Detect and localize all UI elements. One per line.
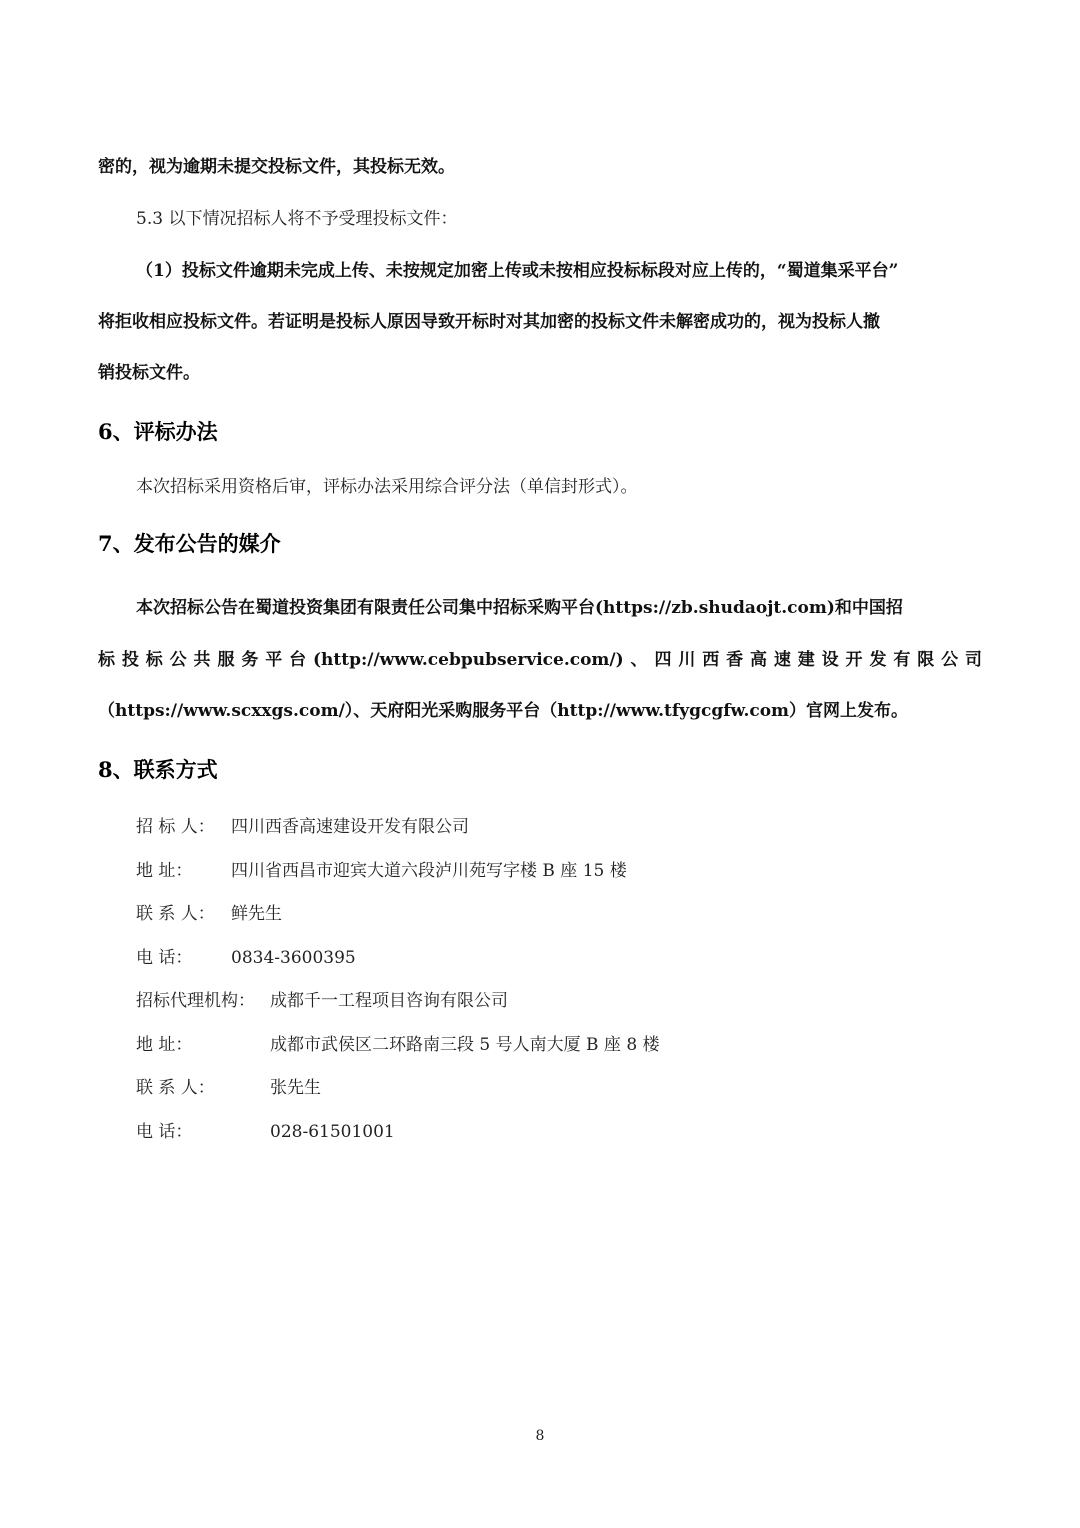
contact-row-agency xyxy=(136,986,508,1011)
media-line-1: 本次招标公告在蜀道投资集团有限责任公司集中招标采购平台(https://zb.shudaojt.com)和中国招 xyxy=(136,598,903,618)
contact-key: 地 址： xyxy=(136,861,193,881)
contact-value: 成都千一工程项目咨询有限公司 xyxy=(270,991,508,1011)
contact-key: 电 话： xyxy=(136,1122,193,1142)
section-heading-evaluation: 6、评标办法 xyxy=(98,419,218,444)
contact-value: 028-61501001 xyxy=(270,1122,395,1142)
item-1-line-2: 将拒收相应投标文件。若证明是投标人原因导致开标时对其加密的投标文件未解密成功的，视为投标人撤 xyxy=(98,312,880,332)
contact-value: 四川西香高速建设开发有限公司 xyxy=(231,817,469,837)
item-1-line-3: 销投标文件。 xyxy=(98,363,200,383)
section-heading-contact: 8、联系方式 xyxy=(98,757,218,782)
contact-value: 成都市武侯区二环路南三段 5 号人南大厦 B 座 8 楼 xyxy=(270,1035,660,1055)
evaluation-body: 本次招标采用资格后审，评标办法采用综合评分法（单信封形式）。 xyxy=(136,477,638,497)
media-line-2: 标投标公共服务平台(http://www.cebpubservice.com/)、四川西香高速建设开发有限公司 xyxy=(98,650,982,670)
paragraph-continuation: 密的，视为逾期未提交投标文件，其投标无效。 xyxy=(98,157,455,177)
contact-value: 张先生 xyxy=(270,1078,321,1098)
section-heading-media: 7、发布公告的媒介 xyxy=(98,531,281,556)
contact-row-agency-address xyxy=(136,1030,660,1055)
page-number: 8 xyxy=(535,1428,545,1444)
contact-row-agency-contact xyxy=(136,1073,321,1098)
contact-key: 地 址： xyxy=(136,1035,193,1055)
contact-row-address xyxy=(136,856,627,881)
contact-key: 电 话： xyxy=(136,948,193,968)
contact-row-phone xyxy=(136,943,356,968)
contact-row-tenderer xyxy=(136,812,469,837)
contact-value: 0834-3600395 xyxy=(231,948,356,968)
contact-value: 鲜先生 xyxy=(231,904,282,924)
contact-row-contact-person xyxy=(136,899,282,924)
contact-row-agency-phone xyxy=(136,1117,395,1142)
media-line-3: （https://www.scxxgs.com/）、天府阳光采购服务平台（http://www.tfygcgfw.com）官网上发布。 xyxy=(98,701,909,721)
contact-key: 联 系 人： xyxy=(136,1078,215,1098)
item-5-3: 5.3 以下情况招标人将不予受理投标文件： xyxy=(136,209,458,229)
item-1-line-1: （1）投标文件逾期未完成上传、未按规定加密上传或未按相应投标标段对应上传的，“蜀道集采平台” xyxy=(136,261,899,281)
contact-value: 四川省西昌市迎宾大道六段泸川苑写字楼 B 座 15 楼 xyxy=(231,861,627,881)
contact-key: 招标代理机构： xyxy=(136,991,255,1011)
contact-key: 招 标 人： xyxy=(136,817,215,837)
contact-key: 联 系 人： xyxy=(136,904,215,924)
